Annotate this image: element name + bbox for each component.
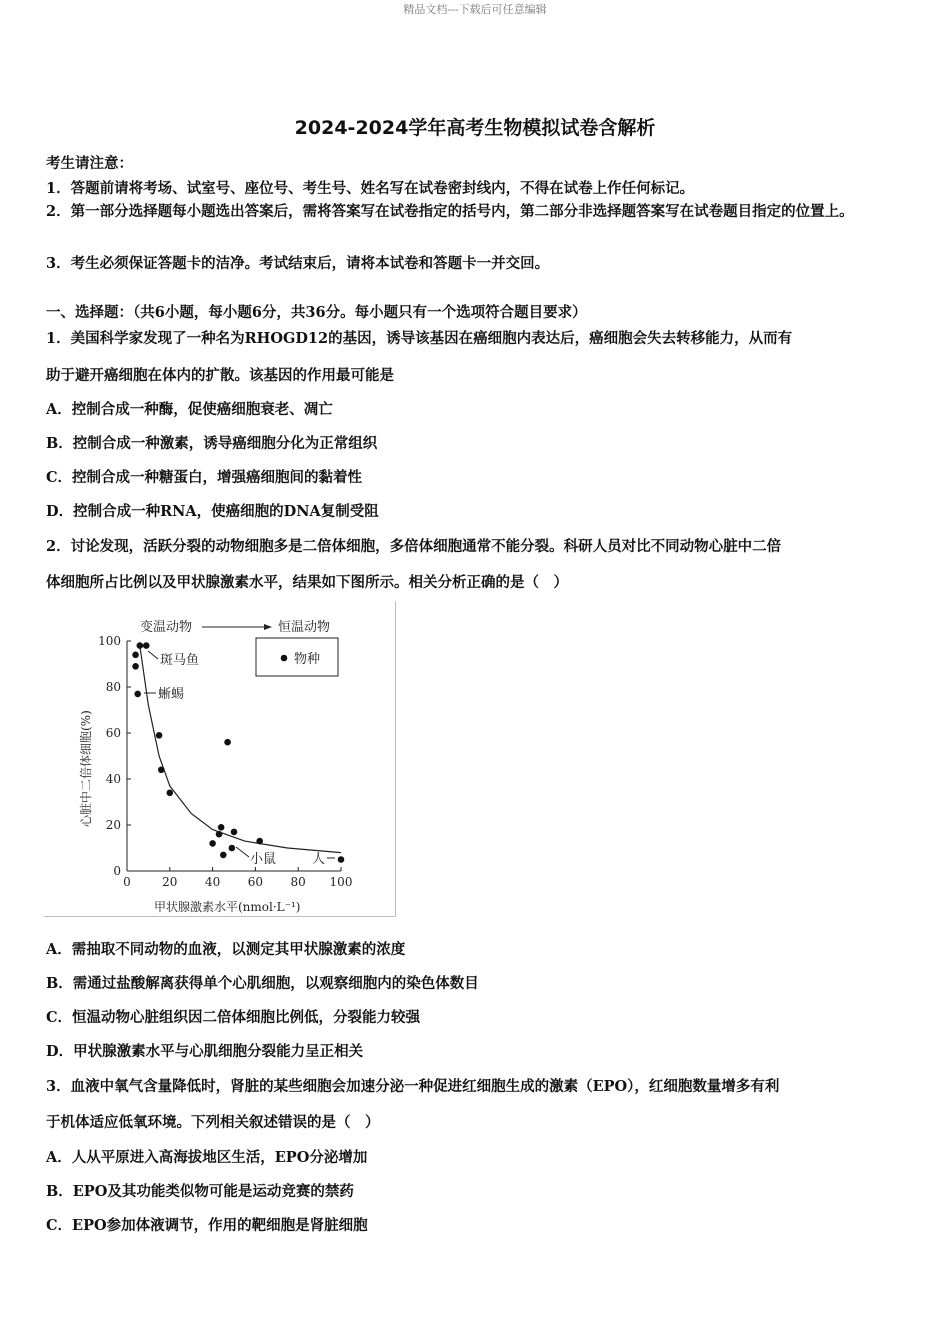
point-label-human: 人 xyxy=(312,852,326,867)
data-point xyxy=(220,852,227,859)
data-point xyxy=(218,824,225,831)
point-label-mouse: 小鼠 xyxy=(250,852,277,867)
question-stem: 3．血液中氧气含量降低时，肾脏的某些细胞会加速分泌一种促进红细胞生成的激素（EPO），红细胞数量增多有利 xyxy=(46,1078,780,1095)
y-tick-label: 0 xyxy=(113,864,121,878)
data-point xyxy=(231,829,238,836)
y-tick-label: 80 xyxy=(105,680,121,694)
trend-line xyxy=(140,646,341,853)
x-tick-label: 100 xyxy=(329,875,353,889)
data-point xyxy=(209,840,216,847)
option-d: D．控制合成一种RNA，使癌细胞的DNA复制受阻 xyxy=(46,503,379,520)
option-a: A．控制合成一种酶，促使癌细胞衰老、凋亡 xyxy=(46,401,333,418)
question-stem: 2．讨论发现，活跃分裂的动物细胞多是二倍体细胞，多倍体细胞通常不能分裂。科研人员对比不同动物心脏中二倍 xyxy=(46,538,782,555)
option-a: A．人从平原进入高海拔地区生活，EPO分泌增加 xyxy=(46,1149,368,1166)
y-tick-label: 40 xyxy=(105,772,121,786)
notice-item: 2．第一部分选择题每小题选出答案后，需将答案写在试卷指定的括号内，第二部分非选择题答案写在试卷题目指定的位置上。 xyxy=(46,203,854,220)
y-axis-label: 心脏中二倍体细胞(%) xyxy=(79,710,93,827)
x-axis-label: 甲状腺激素水平(nmol·L⁻¹) xyxy=(154,900,301,914)
page-title: 2024-2024学年高考生物模拟试卷含解析 xyxy=(294,117,656,139)
notice-heading: 考生请注意： xyxy=(46,155,133,172)
figure-chart xyxy=(44,601,396,917)
point-label-lizard: 蜥蜴 xyxy=(158,687,185,702)
x-tick-label: 80 xyxy=(290,875,306,889)
section-heading: 一、选择题：（共6小题，每小题6分，共36分。每小题只有一个选项符合题目要求） xyxy=(46,304,587,321)
header-note: 精品文档---下载后可任意编辑 xyxy=(403,3,547,16)
option-c: C．控制合成一种糖蛋白，增强癌细胞间的黏着性 xyxy=(46,469,363,486)
question-stem: 助于避开癌细胞在体内的扩散。该基因的作用最可能是 xyxy=(46,367,394,384)
data-point xyxy=(137,642,144,649)
option-c: C．恒温动物心脏组织因二倍体细胞比例低，分裂能力较强 xyxy=(46,1009,421,1026)
data-point xyxy=(256,838,263,845)
top-arrow-head xyxy=(264,624,272,630)
pointer-mouse xyxy=(236,847,249,857)
option-a: A．需抽取不同动物的血液，以测定其甲状腺激素的浓度 xyxy=(46,941,406,958)
data-point xyxy=(216,831,223,838)
data-point xyxy=(229,845,236,852)
x-tick-label: 60 xyxy=(247,875,264,889)
data-point xyxy=(224,739,231,746)
y-tick-label: 100 xyxy=(98,634,121,648)
x-tick-label: 40 xyxy=(204,875,221,889)
data-point xyxy=(338,856,345,863)
y-tick-label: 20 xyxy=(105,818,121,832)
legend-marker xyxy=(281,655,288,662)
data-point xyxy=(158,767,165,774)
arrow-label-left: 变温动物 xyxy=(140,620,193,635)
pointer-zebrafish xyxy=(148,651,158,659)
scatter-chart xyxy=(44,601,395,916)
legend-label: 物种 xyxy=(294,652,321,667)
question-stem: 1．美国科学家发现了一种名为RHOGD12的基因，诱导该基因在癌细胞内表达后，癌细胞会失去转移能力，从而有 xyxy=(46,330,793,347)
x-tick-label: 20 xyxy=(162,875,178,889)
data-point xyxy=(167,790,174,797)
trend-curve xyxy=(140,646,341,853)
data-point xyxy=(134,691,141,698)
option-c: C．EPO参加体液调节，作用的靶细胞是肾脏细胞 xyxy=(46,1217,368,1234)
question-stem: 体细胞所占比例以及甲状腺激素水平，结果如下图所示。相关分析正确的是（ ） xyxy=(46,574,568,591)
point-label-zebrafish: 斑马鱼 xyxy=(160,653,200,668)
y-tick-label: 60 xyxy=(105,726,121,740)
data-point xyxy=(132,663,139,670)
data-point xyxy=(156,732,163,739)
x-tick-label: 0 xyxy=(123,875,131,889)
option-b: B．需通过盐酸解离获得单个心肌细胞，以观察细胞内的染色体数目 xyxy=(46,975,479,992)
option-d: D．甲状腺激素水平与心肌细胞分裂能力呈正相关 xyxy=(46,1043,364,1060)
notice-item: 3．考生必须保证答题卡的洁净。考试结束后，请将本试卷和答题卡一并交回。 xyxy=(46,255,550,272)
option-b: B．控制合成一种激素，诱导癌细胞分化为正常组织 xyxy=(46,435,378,452)
arrow-label-right: 恒温动物 xyxy=(278,620,331,635)
data-point xyxy=(143,642,150,649)
notice-item: 1．答题前请将考场、试室号、座位号、考生号、姓名写在试卷密封线内，不得在试卷上作任何标记。 xyxy=(46,180,695,197)
data-point xyxy=(132,652,139,659)
question-stem: 于机体适应低氧环境。下列相关叙述错误的是（ ） xyxy=(46,1114,380,1131)
option-b: B．EPO及其功能类似物可能是运动竞赛的禁药 xyxy=(46,1183,354,1200)
data-points xyxy=(132,642,344,863)
